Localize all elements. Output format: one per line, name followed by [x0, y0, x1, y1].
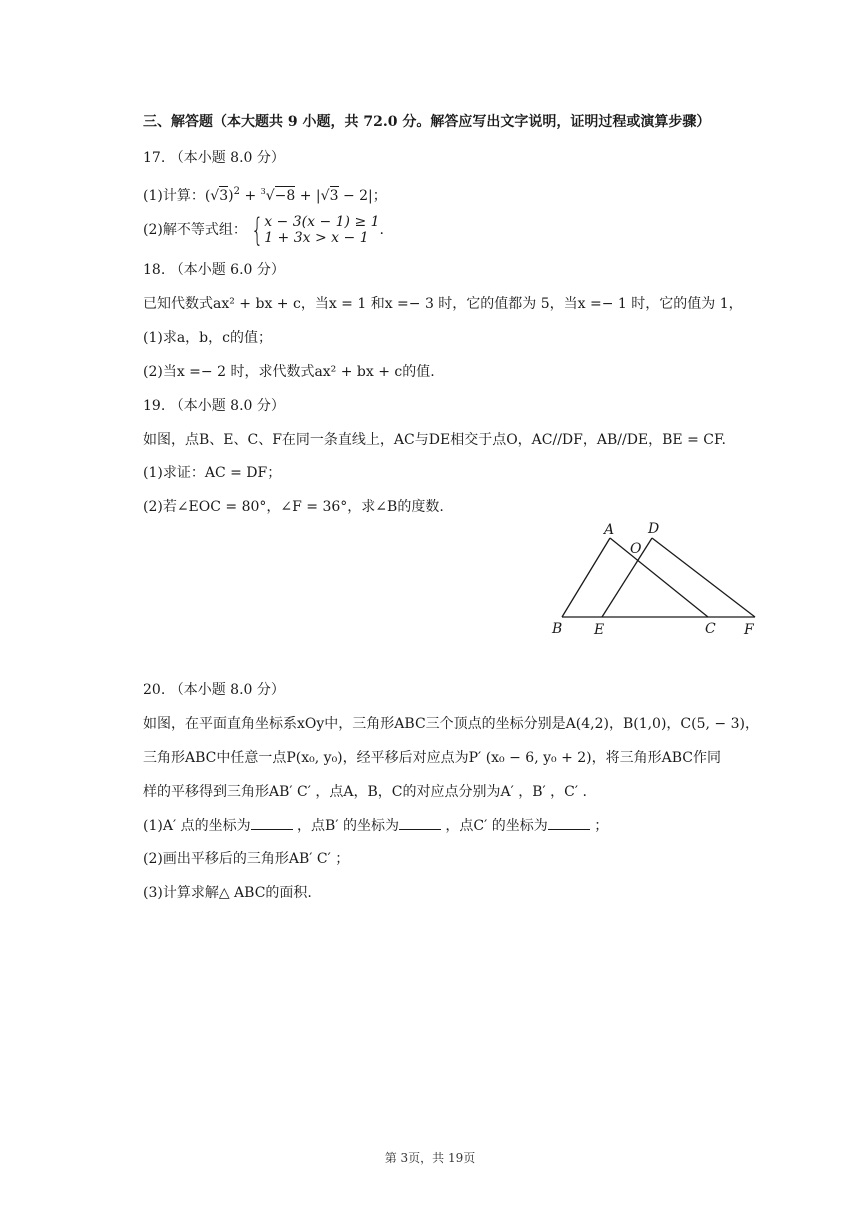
q19-header: 19. （本小题 8.0 分） [143, 398, 285, 414]
page-footer: 第 3页，共 19页 [384, 1151, 476, 1165]
q18-part2: (2)当x =− 2 时，求代数式ax² + bx + c的值. [143, 364, 435, 380]
q17-part1 [143, 182, 387, 206]
label-e: E [594, 622, 605, 638]
label-o: O [630, 541, 642, 557]
q17-part2-prefix: (2)解不等式组： [143, 222, 247, 238]
inequality-2: 1 + 3x > x − 1 [264, 230, 369, 246]
q17-part1-suffix: ； [372, 188, 387, 204]
segment-ac [610, 538, 708, 617]
answer-blank-c[interactable] [548, 816, 590, 830]
q20-part1-a: (1)A′ 点的坐标为 [143, 818, 251, 834]
segment-ed [602, 538, 652, 617]
q17-part1-expression: $(√3)^2 + ^3√-8 + |√3 - 2|$ [204, 186, 373, 204]
q19-part1: (1)求证：AC = DF； [143, 465, 282, 481]
q20-stem-line2: 三角形ABC中任意一点P(x₀, y₀)，经平移后对应点为P′ (x₀ − 6, y₀ + 2)，将三角形ABC作同 [143, 750, 721, 766]
q20-part2: (2)画出平移后的三角形AB′ C′ ； [143, 851, 350, 867]
q20-part1-c: ，点C′ 的坐标为 [440, 818, 548, 834]
label-a: A [604, 522, 615, 538]
q20-part1-b: ，点B′ 的坐标为 [292, 818, 399, 834]
segment-df [652, 538, 755, 617]
q18-header: 18. （本小题 6.0 分） [143, 262, 285, 278]
q17-part2-suffix: . [379, 222, 384, 238]
section-heading: 三、解答题（本大题共 9 小题，共 72.0 分。解答应写出文字说明，证明过程或演算步骤） [143, 114, 711, 130]
q20-part3: (3)计算求解△ ABC的面积. [143, 885, 312, 901]
q20-stem-line1: 如图，在平面直角坐标系xOy中，三角形ABC三个顶点的坐标分别是A(4,2)，B(1,0)，C(5, − 3)， [143, 716, 759, 732]
label-b: B [552, 621, 563, 637]
answer-blank-b[interactable] [399, 816, 441, 830]
q20-part1-d: ； [589, 818, 609, 834]
label-d: D [648, 521, 660, 537]
label-f: F [744, 622, 754, 638]
q17-header: 17. （本小题 8.0 分） [143, 150, 285, 166]
segment-ab [562, 538, 610, 617]
answer-blank-a[interactable] [251, 816, 293, 830]
q17-part2 [143, 212, 384, 248]
label-c: C [705, 621, 716, 637]
inequality-1: x − 3(x − 1) ≥ 1 [264, 214, 380, 230]
q18-stem: 已知代数式ax² + bx + c，当x = 1 和x =− 3 时，它的值都为 5，当x =− 1 时，它的值为 1， [143, 296, 743, 312]
q19-part2: (2)若∠EOC = 80°，∠F = 36°，求∠B的度数. [143, 499, 444, 515]
q20-stem-line3: 样的平移得到三角形AB′ C′ ，点A，B，C的对应点分别为A′ ，B′ ，C′ . [143, 784, 587, 800]
q20-part1 [143, 816, 608, 836]
q20-header: 20. （本小题 8.0 分） [143, 682, 285, 698]
q18-part1: (1)求a，b，c的值； [143, 330, 272, 346]
q17-part1-prefix: (1)计算： [143, 188, 205, 204]
geometry-figure [548, 520, 763, 645]
system-brace: { [250, 211, 264, 249]
inequality-system [264, 214, 379, 246]
q19-stem: 如图，点B、E、C、F在同一条直线上，AC与DE相交于点O，AC//DF，AB//DE，BE = CF. [143, 432, 726, 448]
